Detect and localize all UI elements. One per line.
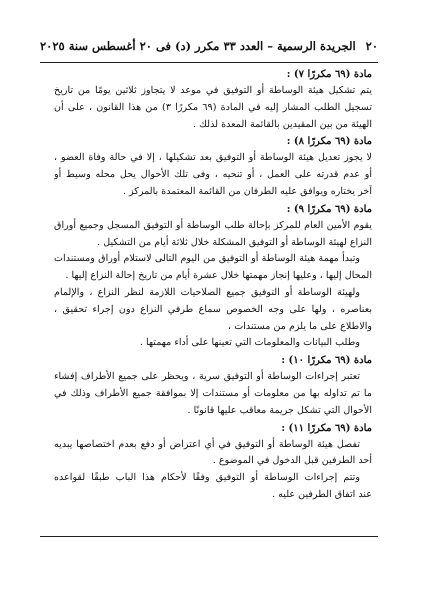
text-line: آخر يختاره ويوافق عليه الطرفان من القائمة المعتمدة بالمركز . bbox=[122, 185, 372, 197]
text-line: يقوم الأمين العام للمركز بإحالة طلب الوساطة أو التوفيق المسجل وجميع أوراق bbox=[54, 219, 372, 231]
text-line: عند اتفاق الطرفين عليه . bbox=[272, 488, 372, 500]
article-heading: مادة (٦٩ مكررًا ٧) : bbox=[286, 69, 372, 80]
article-heading: مادة (٦٩ مكررًا ٩) : bbox=[286, 203, 372, 215]
text-line: وتتم إجراءات الوساطة أو التوفيق وفقًا لأحكام هذا الباب طبقًا لقواعده bbox=[54, 472, 360, 484]
text-line: الأحوال التي تشكل جريمة معاقب عليها قانونًا . bbox=[187, 404, 372, 416]
text-line: أحد الطرفين قبل الدخول في الموضوع . bbox=[212, 455, 372, 467]
page-number: ٢٠ bbox=[365, 39, 378, 53]
text-line: تعتبر إجراءات الوساطة أو التوفيق سرية ، ويحظر على جميع الأطراف إفشاء bbox=[54, 371, 360, 383]
text-line: يتم تشكيل هيئة الوساطة أو التوفيق في موعد لا يتجاوز ثلاثين يومًا من تاريخ bbox=[54, 85, 372, 96]
text-line: وطلب البيانات والمعلومات التي تعينها على أداء مهمتها . bbox=[139, 337, 360, 349]
article-heading: مادة (٦٩ مكررًا ٨) : bbox=[286, 136, 372, 148]
text-line: النزاع لهيئة الوساطة أو التوفيق المشكلة خلال ثلاثة أيام من التشكيل . bbox=[97, 236, 372, 248]
header-rule bbox=[40, 62, 378, 63]
gazette-title: الجريدة الرسمية – العدد ٣٣ مكرر (د) فى ٢٠ أغسطس سنة ٢٠٢٥ bbox=[40, 39, 356, 53]
text-line: أو عدم قدرته على العمل ، أو تنحيه ، وفى تلك الأحوال يحل محله وسيط أو bbox=[54, 169, 372, 181]
article-heading: مادة (٦٩ مكررًا ١١) : bbox=[281, 422, 372, 434]
footer-rule bbox=[40, 536, 378, 537]
text-line: والاطلاع على ما يلزم من مستندات ، bbox=[228, 320, 372, 332]
page-header bbox=[40, 37, 378, 55]
text-line: ما تم تداوله بها من معلومات أو مستندات إلا بموافقة جميع الأطراف وذلك في bbox=[54, 387, 372, 399]
text-line: لا يجوز تعديل هيئة الوساطة أو التوفيق بعد تشكيلها ، إلا في حالة وفاة العضو ، bbox=[54, 152, 372, 164]
text-line: الهيئة من بين المقيدين بالقائمة المعدة لذلك . bbox=[193, 118, 372, 130]
text-line: المحال إليها ، وعليها إنجاز مهمتها خلال عشرة أيام من تاريخ إحالة النزاع إليها . bbox=[65, 270, 372, 282]
text-line: وتبدأ مهمة هيئة الوساطة أو التوفيق من اليوم التالى لاستلام أوراق ومستندات bbox=[54, 253, 360, 265]
text-line: ولهيئة الوساطة أو التوفيق جميع الصلاحيات اللازمة لنظر النزاع ، والإلمام bbox=[54, 286, 360, 298]
document-body bbox=[54, 66, 372, 504]
text-line: تسجيل الطلب المشار إليه في المادة (٦٩ مكررًا ٣) من هذا القانون ، على أن bbox=[54, 101, 372, 113]
text-line: تفصل هيئة الوساطة أو التوفيق في أي اعتراض أو دفع بعدم اختصاصها يبديه bbox=[54, 438, 360, 450]
text-line: بعناصره ، ولها على وجه الخصوص سماع طرفي النزاع دون إجراء تحقيق ، bbox=[54, 303, 372, 315]
article-heading: مادة (٦٩ مكررًا ١٠) : bbox=[281, 355, 372, 367]
